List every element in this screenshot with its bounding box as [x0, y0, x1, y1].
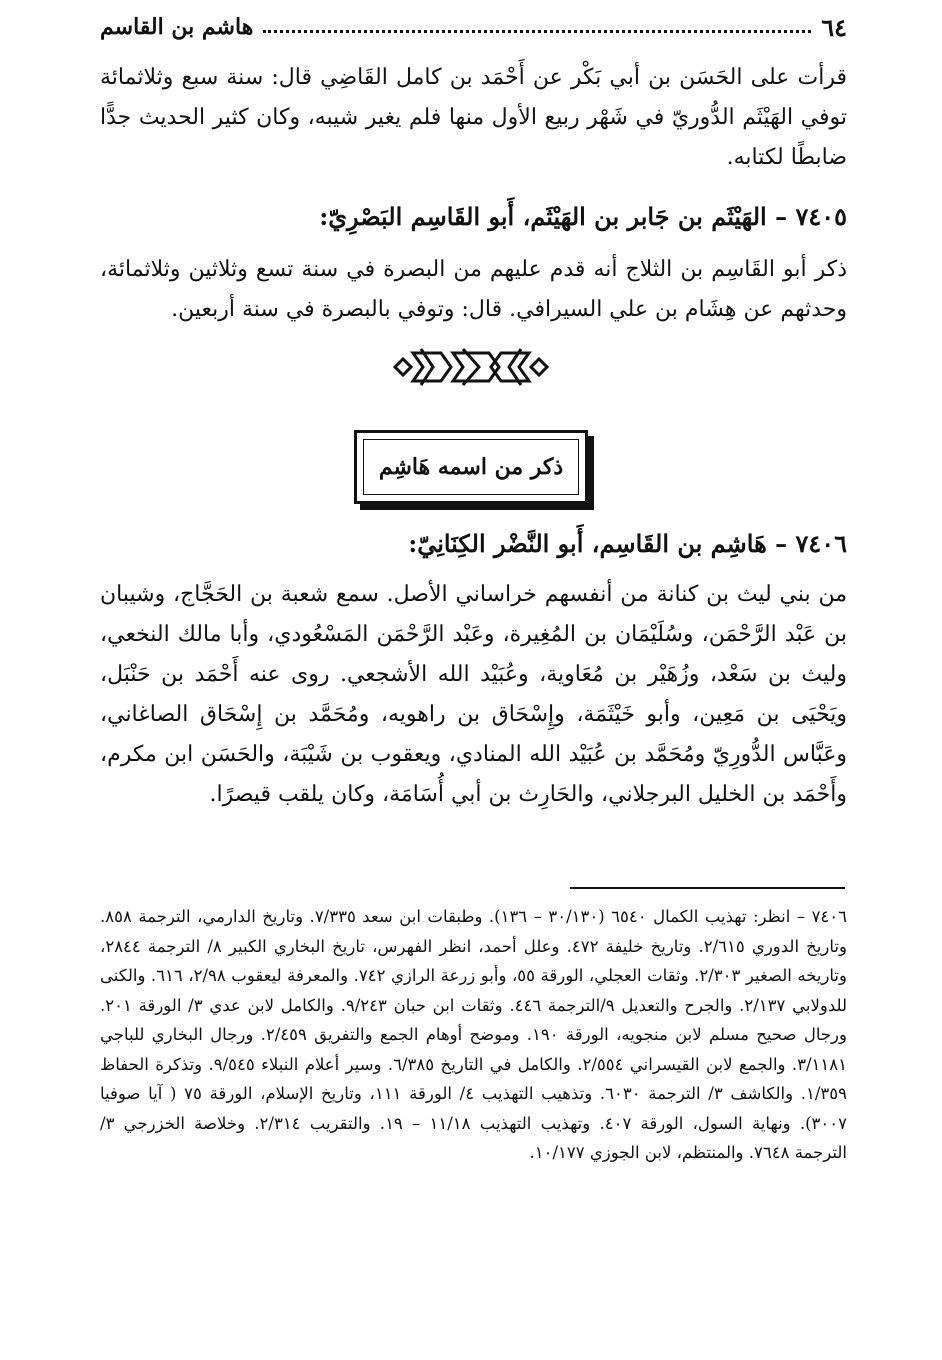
continuation-paragraph: قرأت على الحَسَن بن أبي بَكْر عن أَحْمَد بن كامل القَاضِي قال: سنة سبع وثلاثمائة توفي الهَيْثَم الدُّوريّ في شَهْر ربيع الأول منها فلم يغير شيبه، وكان كثير الحديث جدًّا ضابطًا لكتابه. [100, 65, 848, 170]
header-dot-leader [263, 30, 811, 33]
running-header [100, 8, 847, 46]
section-title-box [354, 430, 588, 504]
entry-7406-heading: ٧٤٠٦ – هَاشِم بن القَاسِم، أَبو النَّضْر الكِنَانِيّ: [408, 529, 847, 558]
section-title: ذكر من اسمه هَاشِم [363, 439, 579, 495]
footnote-7406: ٧٤٠٦ – انظر: تهذيب الكمال ٦٥٤٠ (٣٠/١٣٠ – ١٣٦). وطبقات ابن سعد ٧/٣٣٥. وتاريخ الدارمي، الترجمة ٨٥٨. وتاريخ الدوري ٢/٦١٥. وتاريخ خليفة ٤٧٢. وعلل أحمد، انظر الفهرس، تاريخ البخاري الكبير ٨/ الترجمة ٢٨٤٤، وتاريخه الصغير ٢/٣٠٣. وثقات العجلي، الورقة ٥٥، وأبو زرعة الرازي ٧٤٢. والمعرفة ليعقوب ٢/٩٨، ٦١٦. والكنى للدولابي ٢/١٣٧. والجرح والتعديل ٩/الترجمة ٤٤٦. وثقات ابن حبان ٩/٢٤٣. والكامل لابن عدي ٣/ الورقة ٢٠١. ورجال صحيح مسلم لابن منجويه، الورقة ١٩٠. وموضح أوهام الجمع والتفريق ٢/٤٥٩. ورجال البخاري للباجي ٣/١١٨١. والجمع لابن القيسراني ٢/٥٥٤. والكامل في التاريخ ٦/٣٨٥. وسير أعلام النبلاء ٩/٥٤٥. وتذكرة الحفاظ ١/٣٥٩. والكاشف ٣/ الترجمة ٦٠٣٠. وتذهيب التهذيب ٤/ الورقة ١١١، وتاريخ الإسلام، الورقة ٧٥ ( آيا صوفيا ٣٠٠٧). ونهاية السول، الورقة ٤٠٧. وتهذيب التهذيب ١١/١٨ – ١٩. والتقريب ٢/٣١٤. وخلاصة الخزرجي ٣/ الترجمة ٧٦٤٨. والمنتظم، لابن الجوزي ١٠/١٧٧. [100, 907, 848, 1162]
page-number: ٦٤ [821, 12, 847, 42]
running-title: هاشم بن القاسم [100, 14, 254, 40]
entry-7405-paragraph: ذكر أبو القَاسِم بن الثلاج أنه قدم عليهم من البصرة في سنة تسع وثلاثين وثلاثمائة، وحدثهم عن هِشَام بن علي السيرافي. قال: وتوفي بالبصرة في سنة أربعين. [100, 257, 847, 322]
entry-7405-heading: ٧٤٠٥ – الهَيْثَم بن جَابر بن الهَيْثَم، أَبو القَاسِم البَصْرِيّ: [319, 202, 847, 231]
decorative-ornament [0, 345, 942, 389]
ornament-icon [391, 345, 551, 389]
footnote-separator [570, 887, 845, 889]
entry-7406-paragraph: من بني ليث بن كنانة من أنفسهم خراساني الأصل. سمع شعبة بن الحَجَّاج، وشيبان بن عَبْد الرَّحْمَن، وسُلَيْمَان بن المُغِيرة، وعَبْد الرَّحْمَن المَسْعُودي، وأبا مالك النخعي، وليث بن سَعْد، وزُهَيْر بن مُعَاوية، وعُبَيْد الله الأشجعي. روى عنه أَحْمَد بن حَنْبَل، ويَحْيَى بن مَعِين، وأبو خَيْثَمَة، وإِسْحَاق بن راهويه، ومُحَمَّد بن إِسْحَاق الصاغاني، وعَبَّاس الدُّورِيّ ومُحَمَّد بن عُبَيْد الله المنادي، ويعقوب بن شَيْبَة، والحَسَن ابن مكرم، وأَحْمَد بن الخليل البرجلاني، والحَارِث بن أبي أُسَامَة، وكان يلقب قيصرًا. [100, 582, 847, 807]
